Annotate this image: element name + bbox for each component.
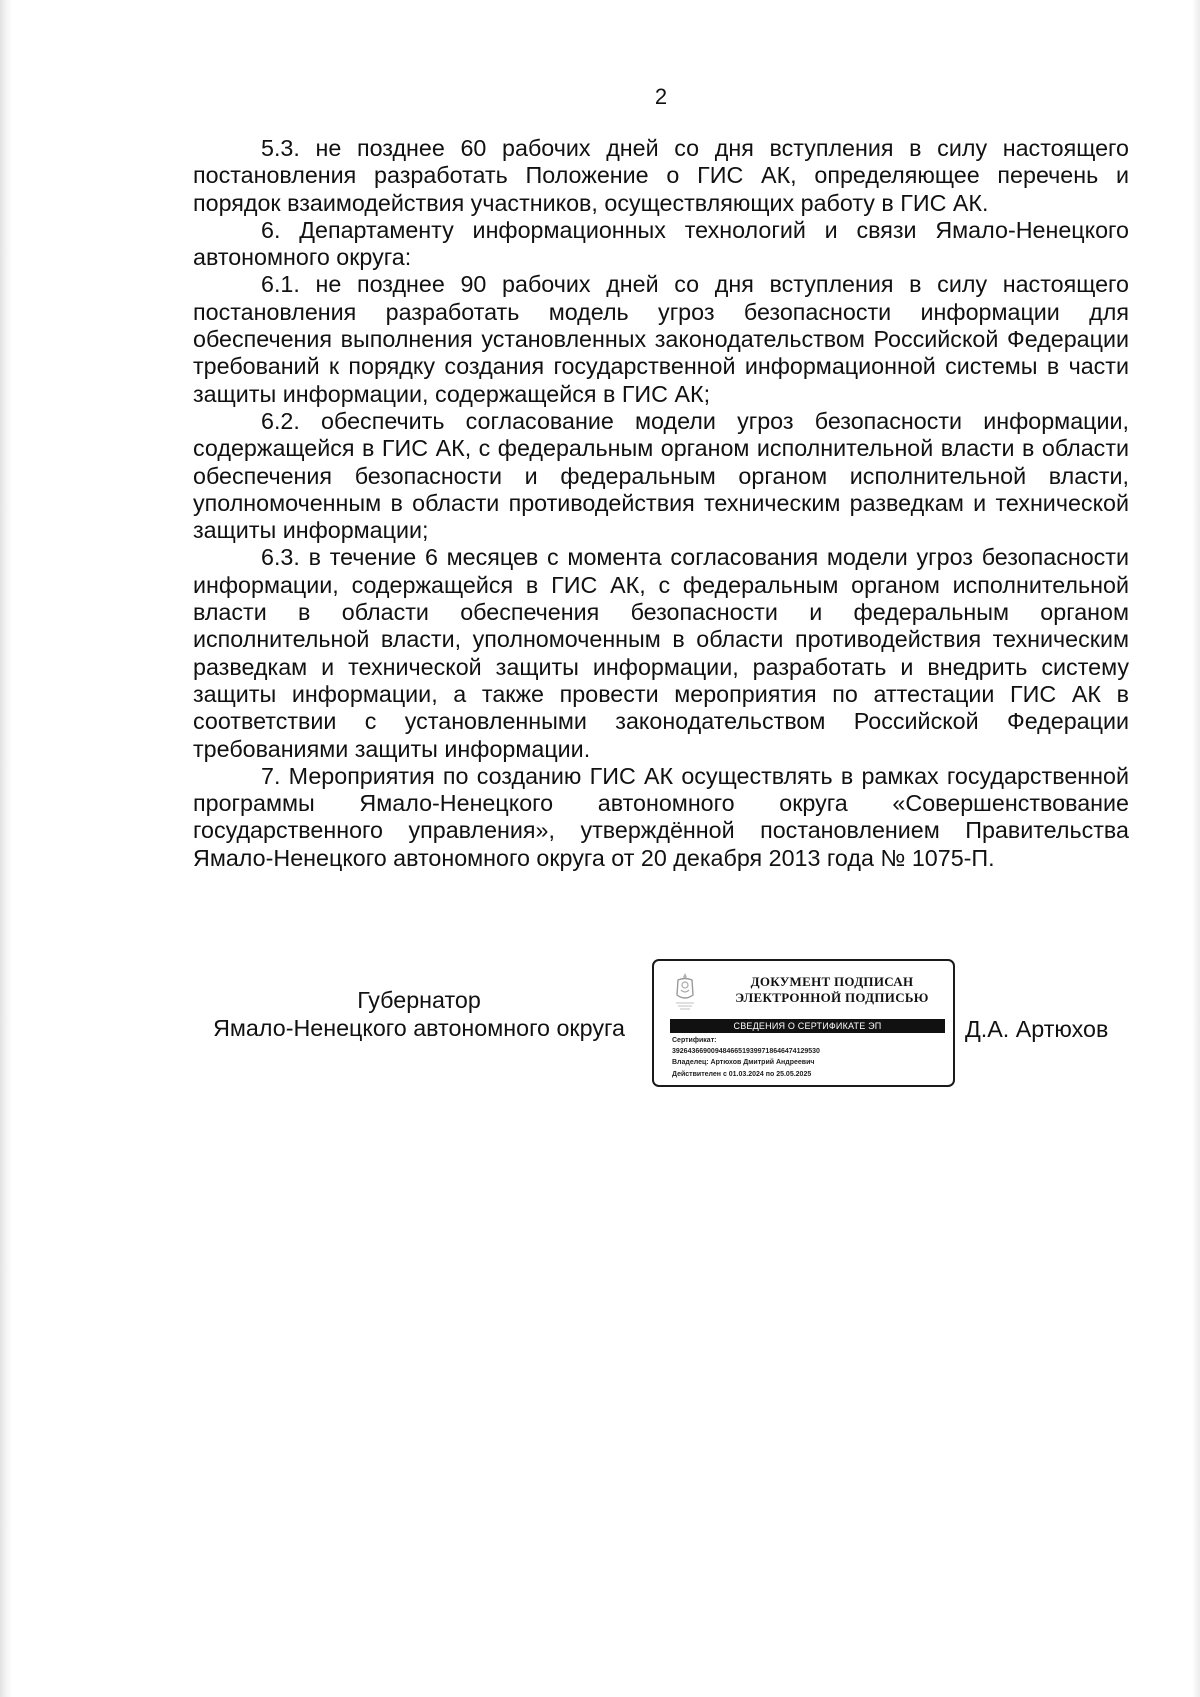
signatory-region: Ямало-Ненецкого автономного округа — [213, 1015, 625, 1041]
certificate-details — [672, 1035, 947, 1080]
signatory-position — [193, 986, 645, 1042]
paragraph-7: 7. Мероприятия по созданию ГИС АК осуществлять в рамках государственной программы Ямало-Ненецкого автономного округа «Совершенствование государственного управления», утверждённой постановлением Правительства Ямало-Ненецкого автономного округа от 20 декабря 2013 года № 1075-П. — [193, 762, 1129, 871]
stamp-title — [714, 974, 950, 1006]
certificate-number: 39264366900948466519399718646474129530 — [672, 1048, 820, 1056]
paragraph-5-3: 5.3. не позднее 60 рабочих дней со дня вступления в силу настоящего постановления разработать Положение о ГИС АК, определяющее перечень и порядок взаимодействия участников, осуществляющих работу в ГИС АК. — [193, 135, 1129, 216]
signatory-name: Д.А. Артюхов — [965, 1016, 1109, 1042]
document-body — [193, 135, 1129, 872]
paragraph-6-1: 6.1. не позднее 90 рабочих дней со дня вступления в силу настоящего постановления разработать модель угроз безопасности информации для обеспечения выполнения установленных законодательством Российской Федерации требований к порядку создания государственной информационной системы в части защиты информации, содержащейся в ГИС АК; — [193, 271, 1129, 407]
paragraph-6-3: 6.3. в течение 6 месяцев с момента согласования модели угроз безопасности информации, содержащейся в ГИС АК, с федеральным органом исполнительной власти в области обеспечения безопасности и федеральным органом исполнительной власти, уполномоченным в области противодействия техническим разведкам и технической защиты информации, разработать и внедрить систему защиты информации, а также провести мероприятия по аттестации ГИС АК в соответствии с установленными законодательством Российской Федерации требованиями защиты информации. — [193, 544, 1129, 762]
coat-of-arms-icon — [672, 971, 698, 1013]
page-number: 2 — [654, 84, 668, 109]
paragraph-6: 6. Департаменту информационных технологий и связи Ямало-Ненецкого автономного округа: — [193, 216, 1129, 271]
page-right-edge-shadow — [1192, 0, 1200, 1697]
stamp-title-line2: ЭЛЕКТРОННОЙ ПОДПИСЬЮ — [735, 990, 929, 1005]
page-left-edge-shadow — [0, 0, 12, 1697]
certificate-info-bar: СВЕДЕНИЯ О СЕРТИФИКАТЕ ЭП — [670, 1019, 945, 1033]
certificate-validity: Действителен с 01.03.2024 по 25.05.2025 — [672, 1070, 812, 1078]
electronic-signature-stamp — [652, 959, 955, 1087]
signatory-title: Губернатор — [357, 987, 481, 1013]
certificate-label: Сертификат: — [672, 1037, 717, 1044]
paragraph-6-2: 6.2. обеспечить согласование модели угроз безопасности информации, содержащейся в ГИС АК, с федеральным органом исполнительной власти в области обеспечения безопасности и федеральным органом исполнительной власти, уполномоченным в области противодействия техническим разведкам и технической защиты информации; — [193, 407, 1129, 544]
stamp-title-line1: ДОКУМЕНТ ПОДПИСАН — [750, 974, 914, 989]
certificate-owner: Владелец: Артюхов Дмитрий Андреевич — [672, 1059, 815, 1067]
